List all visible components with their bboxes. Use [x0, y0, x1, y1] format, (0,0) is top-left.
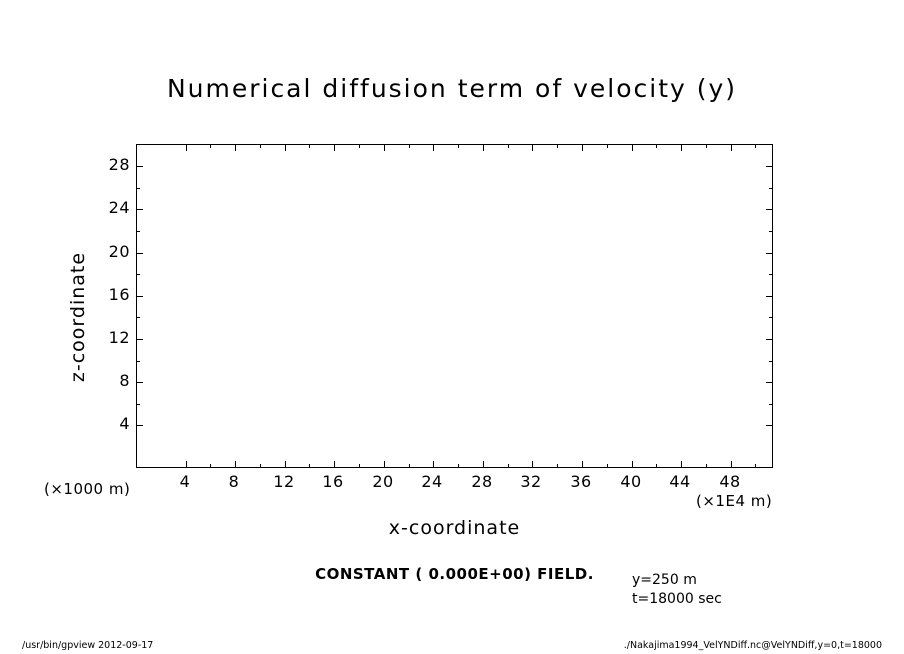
x-tick-label: 20 [372, 472, 394, 491]
page-title: Numerical diffusion term of velocity (y) [166, 74, 738, 103]
x-tick-label: 32 [520, 472, 542, 491]
y-tick-label: 4 [119, 414, 130, 433]
x-tick-label: 8 [228, 472, 240, 491]
x-tick-label: 40 [620, 472, 642, 491]
footer-source: ./Nakajima1994_VelYNDiff.nc@VelYNDiff,y=0,t=18000 [623, 640, 882, 651]
y-axis-unit: (×1000 m) [44, 480, 131, 498]
x-tick-label: 16 [322, 472, 344, 491]
constant-field-note: CONSTANT ( 0.000E+00) FIELD. [315, 565, 594, 583]
x-tick-label: 36 [570, 472, 592, 491]
y-tick-label: 16 [108, 285, 130, 304]
y-tick-label: 12 [108, 328, 130, 347]
x-tick-label: 4 [179, 472, 191, 491]
x-axis-title: x-coordinate [388, 517, 521, 539]
y-axis-title: z-coordinate [67, 251, 89, 383]
metadata-y-value: y=250 m [632, 572, 697, 588]
y-tick-label: 8 [119, 371, 130, 390]
x-tick-label: 44 [669, 472, 691, 491]
x-tick-label: 24 [421, 472, 443, 491]
footer-command: /usr/bin/gpview 2012-09-17 [22, 640, 154, 651]
y-tick-label: 28 [108, 155, 130, 174]
plot-metadata [632, 571, 722, 609]
x-tick-label: 12 [273, 472, 295, 491]
plot-area [136, 144, 773, 468]
x-tick-label: 48 [719, 472, 741, 491]
metadata-t-value: t=18000 sec [632, 591, 722, 607]
x-axis-unit: (×1E4 m) [696, 492, 773, 510]
x-tick-label: 28 [471, 472, 493, 491]
y-tick-label: 24 [108, 198, 130, 217]
y-tick-label: 20 [108, 242, 130, 261]
